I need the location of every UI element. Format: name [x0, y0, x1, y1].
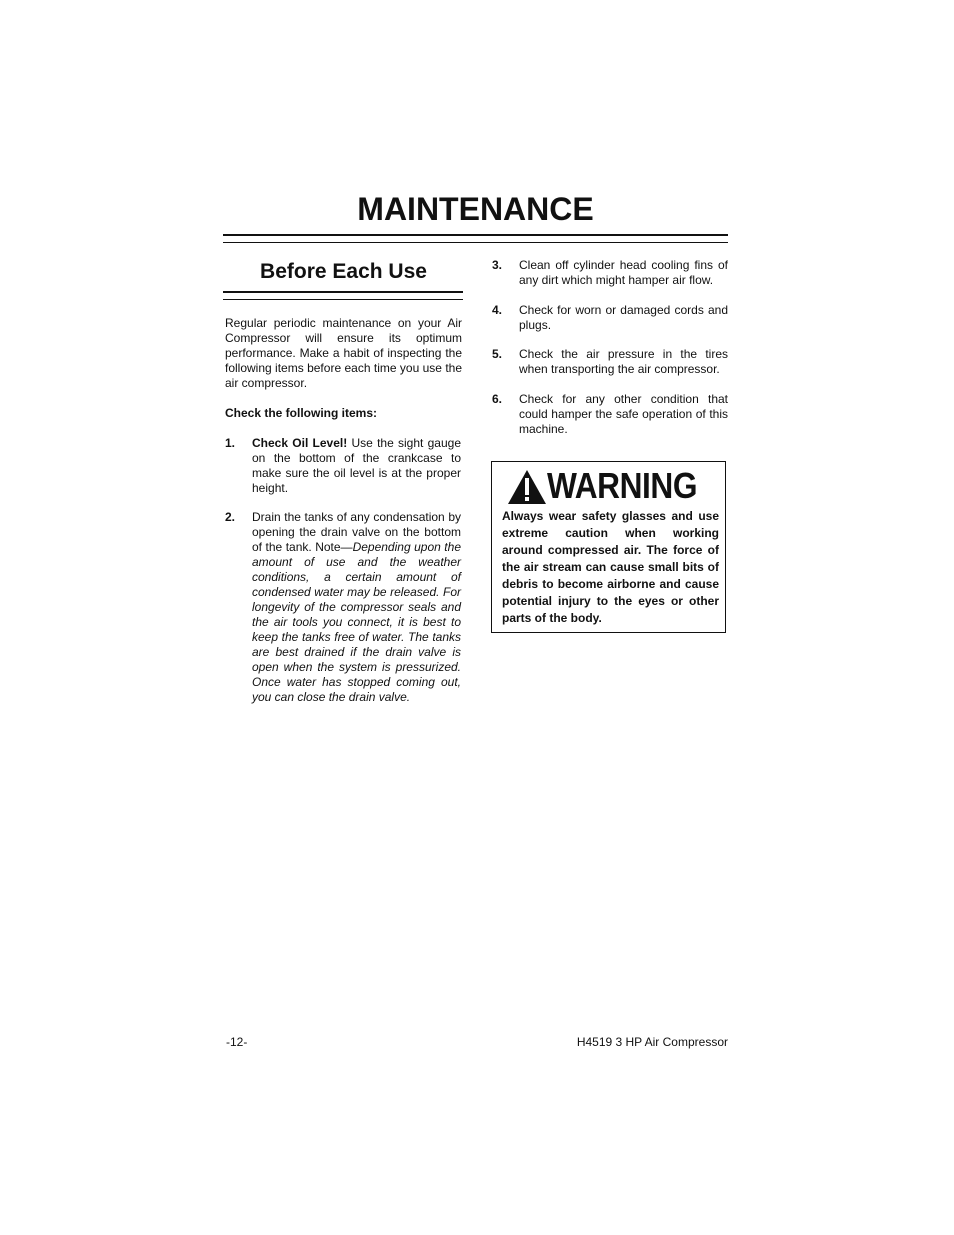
item-body-text: Check the air pressure in the tires when transporting the air compressor.: [519, 347, 728, 376]
page-title: MAINTENANCE: [357, 191, 594, 227]
warning-box: [491, 461, 726, 633]
item-number: 1.: [225, 436, 236, 450]
item-italic-text: Depending upon the amount of use and the weather conditions, a certain amount of condensed water may be released. For longevity of the compressor seals and the air tools you connect, it is best to keep the tanks free of water. The tanks are best drained if the drain valve is open when the system is pressurized. Once water has stopped coming out, you can close the drain valve.: [252, 540, 461, 704]
title-rule-top: [223, 234, 728, 236]
item-body-text: Drain the tanks of any condensation by opening the drain valve on the bottom of the tank. Note—: [252, 510, 461, 554]
warning-header: [507, 467, 717, 507]
item-body-text: Clean off cylinder head cooling fins of any dirt which might hamper air flow.: [519, 258, 728, 287]
section-rule-top: [223, 291, 463, 293]
item-number: 4.: [492, 303, 503, 317]
item-body-text: Check for any other condition that could hamper the safe operation of this machine.: [519, 392, 728, 436]
item-text: [519, 392, 728, 437]
check-label: Check the following items:: [225, 406, 378, 420]
page-number: -12-: [226, 1035, 248, 1049]
item-text: [519, 303, 728, 333]
warning-heading: WARNING: [547, 465, 698, 506]
item-text: [519, 347, 728, 377]
item-text: [519, 258, 728, 288]
item-number: 2.: [225, 510, 236, 524]
item-text: [252, 436, 461, 496]
item-number: 6.: [492, 392, 503, 406]
product-name: H4519 3 HP Air Compressor: [576, 1035, 728, 1049]
item-body-text: Check for worn or damaged cords and plugs.: [519, 303, 728, 332]
item-number: 5.: [492, 347, 503, 361]
item-text: [252, 510, 461, 705]
item-body-text: Use the sight gauge on the bottom of the crankcase to make sure the oil level is at the proper height.: [252, 436, 461, 495]
warning-triangle-icon: [507, 469, 547, 505]
title-rule-bottom: [223, 242, 728, 243]
section-title: Before Each Use: [260, 260, 427, 283]
item-bold-text: Check Oil Level!: [252, 436, 348, 450]
section-rule-bottom: [223, 299, 463, 300]
warning-text: Always wear safety glasses and use extreme caution when working around compressed air. The force of the air stream can cause small bits of debris to become airborne and cause potential injury to the eyes or other parts of the body.: [502, 509, 719, 625]
intro-paragraph: Regular periodic maintenance on your Air Compressor will ensure its optimum performance. Make a habit of inspecting the following items before each time you use the air compressor.: [225, 316, 462, 390]
item-number: 3.: [492, 258, 503, 272]
